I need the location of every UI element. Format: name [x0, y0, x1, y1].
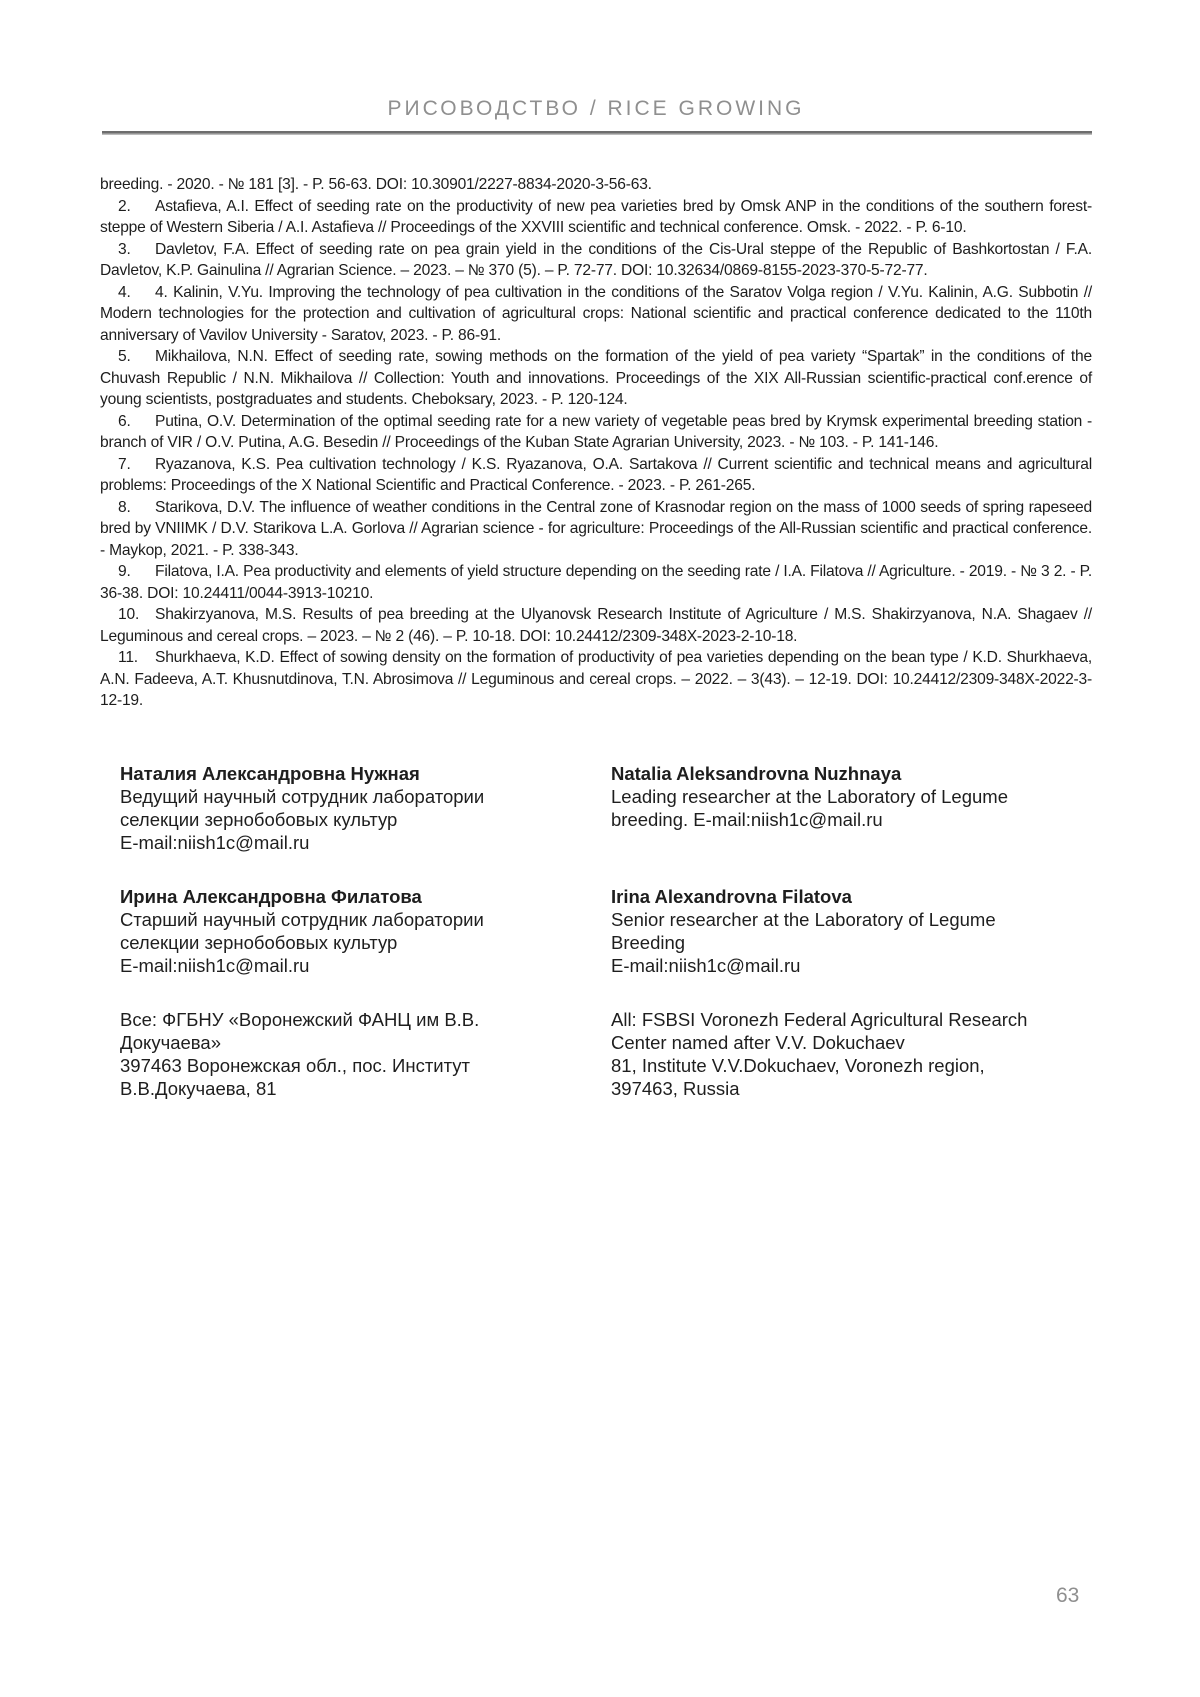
author-detail-line: Breeding — [611, 932, 686, 953]
reference-item — [100, 604, 1092, 647]
author-block-en — [611, 885, 1100, 977]
reference-item — [100, 561, 1092, 604]
author-detail-line: селекции зернобобовых культур — [120, 809, 398, 830]
author-block-ru — [120, 885, 611, 977]
reference-number: 7. — [118, 455, 131, 473]
reference-item — [100, 411, 1092, 454]
affiliation-block-ru — [120, 1008, 611, 1100]
author-block-ru — [120, 762, 611, 854]
author-detail-line: селекции зернобобовых культур — [120, 932, 398, 953]
author-name: Наталия Александровна Нужная — [120, 763, 420, 784]
reference-item — [100, 282, 1092, 347]
reference-number: 4. — [118, 283, 131, 301]
affiliation-line: В.В.Докучаева, 81 — [120, 1078, 277, 1099]
author-email: E-mail:niish1c@mail.ru — [120, 832, 310, 853]
author-email: breeding. E-mail:niish1c@mail.ru — [611, 809, 883, 830]
reference-item — [100, 346, 1092, 411]
author-block-row — [120, 885, 1100, 977]
author-name: Natalia Aleksandrovna Nuzhnaya — [611, 763, 902, 784]
author-detail-line: Старший научный сотрудник лаборатории — [120, 909, 484, 930]
author-email: E-mail:niish1c@mail.ru — [120, 955, 310, 976]
author-detail-line: Leading researcher at the Laboratory of Legume — [611, 786, 1008, 807]
reference-item — [100, 174, 1092, 196]
reference-text: 4. Kalinin, V.Yu. Improving the technology of pea cultivation in the conditions of the Saratov Volga region / V.Yu. Kalinin, A.G. Subbotin // Modern technologies for the protection and cultivation of agricultural crops: National scientific and practical conference dedicated to the 110th anniversary of Vavilov University - Saratov, 2023. - P. 86-91. — [100, 283, 1092, 344]
reference-item — [100, 196, 1092, 239]
author-detail-line: Senior researcher at the Laboratory of Legume — [611, 909, 996, 930]
reference-item — [100, 647, 1092, 712]
reference-text: Astafieva, A.I. Effect of seeding rate on the productivity of new pea varieties bred by Omsk ANP in the conditions of the southern forest-steppe of Western Siberia / A.I. Astafieva // Proceedings of the XXVIII scientific and technical conference. Omsk. - 2022. - P. 6-10. — [100, 197, 1092, 236]
reference-number: 6. — [118, 412, 131, 430]
reference-text: breeding. - 2020. - № 181 [3]. - P. 56-63. DOI: 10.30901/2227-8834-2020-3-56-63. — [100, 176, 652, 193]
reference-number: 11. — [118, 649, 138, 666]
affiliation-line: Center named after V.V. Dokuchaev — [611, 1032, 905, 1053]
reference-item — [100, 239, 1092, 282]
affiliation-line: 397463, Russia — [611, 1078, 740, 1099]
page-number: 63 — [1056, 1584, 1080, 1607]
affiliation-line: Докучаева» — [120, 1032, 221, 1053]
affiliation-block-en — [611, 1008, 1100, 1100]
affiliation-line: 397463 Воронежская обл., пос. Институт — [120, 1055, 471, 1076]
reference-text: Starikova, D.V. The influence of weather conditions in the Central zone of Krasnodar region on the mass of 1000 seeds of spring rapeseed bred by VNIIMK / D.V. Starikova L.A. Gorlova // Agrarian science - for agriculture: Proceedings of the All-Russian scientific and practical conference. - Maykop, 2021. - P. 338-343. — [100, 498, 1092, 559]
reference-number: 5. — [118, 348, 131, 365]
author-name: Irina Alexandrovna Filatova — [611, 886, 852, 907]
reference-item — [100, 497, 1092, 562]
reference-number: 9. — [118, 563, 131, 580]
reference-text: Filatova, I.A. Pea productivity and elements of yield structure depending on the seeding rate / I.A. Filatova // Agriculture. - 2019. - № 3 2. - P. 36-38. DOI: 10.24411/0044-3913-10210. — [100, 563, 1092, 602]
affiliation-line: 81, Institute V.V.Dokuchaev, Voronezh region, — [611, 1055, 985, 1076]
reference-text: Davletov, F.A. Effect of seeding rate on pea grain yield in the conditions of the Cis-Ural steppe of the Republic of Bashkortostan / F.A. Davletov, K.P. Gainulina // Agrarian Science. – 2023. – № 370 (5). – P. 72-77. DOI: 10.32634/0869-8155-2023-370-5-72-77. — [100, 240, 1092, 279]
header-rule — [102, 131, 1092, 135]
reference-item — [100, 454, 1092, 497]
affiliation-line: Все: ФГБНУ «Воронежский ФАНЦ им В.В. — [120, 1009, 480, 1030]
reference-text: Mikhailova, N.N. Effect of seeding rate, sowing methods on the formation of the yield of pea variety “Spartak” in the conditions of the Chuvash Republic / N.N. Mikhailova // Collection: Youth and innovations. Proceedings of the XIX All-Russian scientific-practical conf.erence of young scientists, postgraduates and students. Cheboksary, 2023. - P. 120-124. — [100, 348, 1092, 408]
reference-text: Shurkhaeva, K.D. Effect of sowing density on the formation of productivity of pea varieties depending on the bean type / K.D. Shurkhaeva, A.N. Fadeeva, A.T. Khusnutdinova, T.N. Abrosimova // Leguminous and cereal crops. – 2022. – 3(43). – 12-19. DOI: 10.24412/2309-348X-2022-3-12-19. — [100, 649, 1092, 709]
reference-number: 10. — [118, 606, 140, 623]
affiliation-line: All: FSBSI Voronezh Federal Agricultural Research — [611, 1009, 1028, 1030]
reference-number: 2. — [118, 197, 131, 215]
author-block-en — [611, 762, 1100, 854]
reference-text: Putina, O.V. Determination of the optimal seeding rate for a new variety of vegetable peas bred by Krymsk experimental breeding station - branch of VIR / O.V. Putina, A.G. Besedin // Proceedings of the Kuban State Agrarian University, 2023. - № 103. - P. 141-146. — [100, 412, 1092, 451]
reference-text: Shakirzyanova, M.S. Results of pea breeding at the Ulyanovsk Research Institute of Agriculture / M.S. Shakirzyanova, N.A. Shagaev // Leguminous and cereal crops. – 2023. – № 2 (46). – P. 10-18. DOI: 10.24412/2309-348X-2023-2-10-18. — [100, 606, 1092, 645]
author-name: Ирина Александровна Филатова — [120, 886, 422, 907]
author-detail-line: Ведущий научный сотрудник лаборатории — [120, 786, 485, 807]
reference-number: 3. — [118, 240, 131, 258]
author-email: E-mail:niish1c@mail.ru — [611, 955, 801, 976]
reference-number: 8. — [118, 498, 131, 516]
running-head-title: РИСОВОДСТВО / RICE GROWING — [387, 97, 805, 120]
author-block-row — [120, 1008, 1100, 1100]
authors-section — [120, 762, 1100, 1131]
author-block-row — [120, 762, 1100, 854]
references-list — [100, 174, 1092, 712]
reference-text: Ryazanova, K.S. Pea cultivation technology / K.S. Ryazanova, O.A. Sartakova // Current scientific and technical means and agricultural problems: Proceedings of the X National Scientific and Practical Conference. - 2023. - P. 261-265. — [100, 455, 1092, 494]
